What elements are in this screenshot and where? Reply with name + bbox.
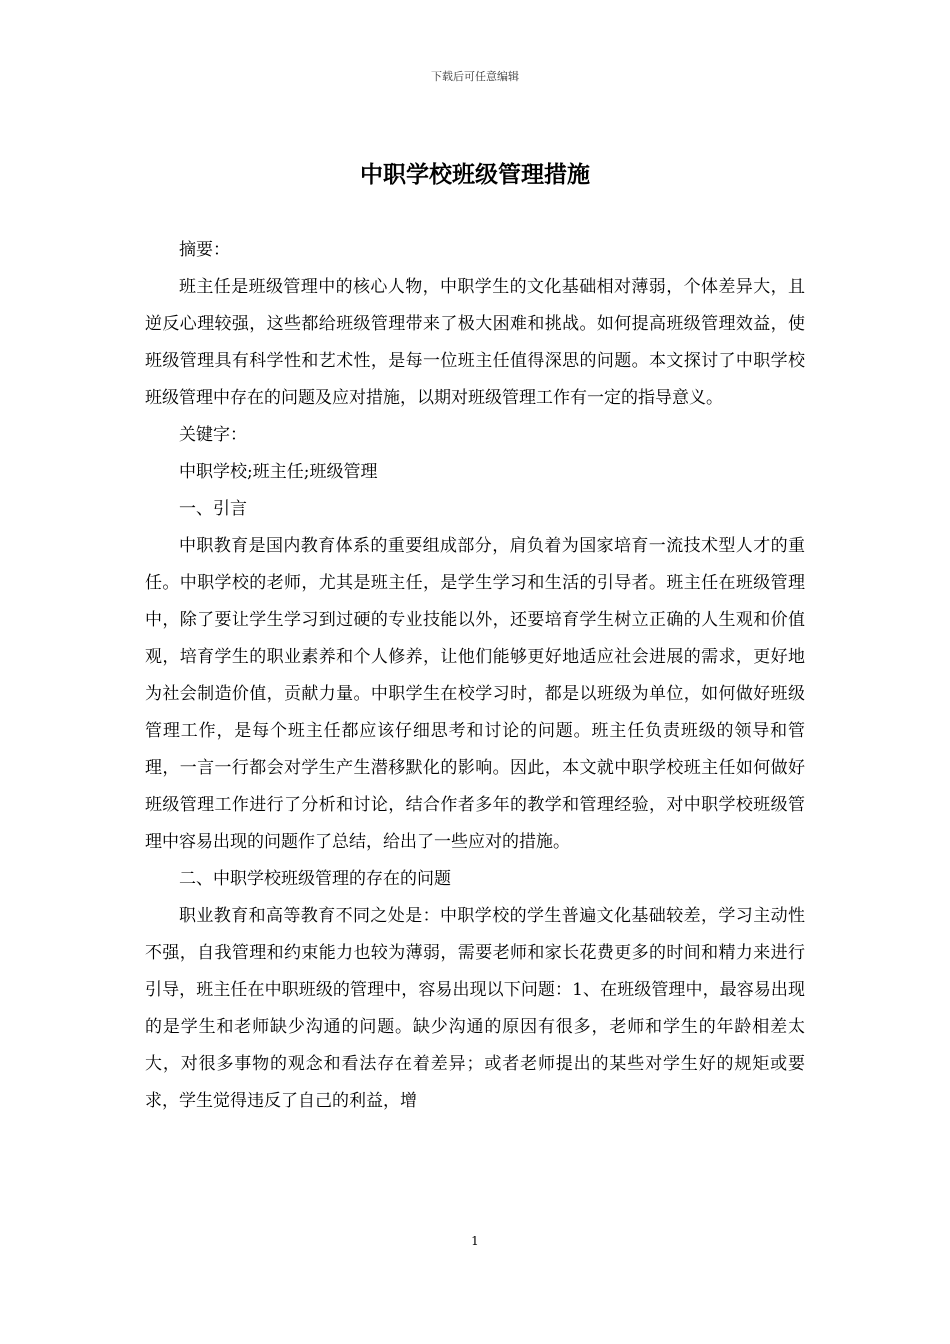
abstract-paragraph: 班主任是班级管理中的核心人物，中职学生的文化基础相对薄弱，个体差异大，且逆反心理较强，这些都给班级管理带来了极大困难和挑战。如何提高班级管理效益，使班级管理具有科学性和艺术性，是每一位班主任值得深思的问题。本文探讨了中职学校班级管理中存在的问题及应对措施，以期对班级管理工作有一定的指导意义。 — [145, 277, 805, 408]
page-header: 下载后可任意编辑 — [431, 70, 519, 83]
section-heading-introduction: 一、引言 — [179, 499, 247, 519]
section-heading-problems: 二、中职学校班级管理的存在的问题 — [179, 869, 451, 889]
keywords-text: 中职学校;班主任;班级管理 — [179, 462, 378, 482]
page-number: 1 — [471, 1234, 479, 1248]
introduction-paragraph: 中职教育是国内教育体系的重要组成部分，肩负着为国家培育一流技术型人才的重任。中职学校的老师，尤其是班主任，是学生学习和生活的引导者。班主任在班级管理中，除了要让学生学习到过硬的专业技能以外，还要培育学生树立正确的人生观和价值观，培育学生的职业素养和个人修养，让他们能够更好地适应社会进展的需求，更好地为社会制造价值，贡献力量。中职学生在校学习时，都是以班级为单位，如何做好班级管理工作，是每个班主任都应该仔细思考和讨论的问题。班主任负责班级的领导和管理，一言一行都会对学生产生潜移默化的影响。因此，本文就中职学校班主任如何做好班级管理工作进行了分析和讨论，结合作者多年的教学和管理经验，对中职学校班级管理中容易出现的问题作了总结，给出了一些应对的措施。 — [145, 536, 805, 852]
document-body — [145, 232, 805, 1120]
document-title: 中职学校班级管理措施 — [360, 162, 590, 188]
keywords-label: 关键字： — [179, 425, 247, 445]
problems-paragraph: 职业教育和高等教育不同之处是：中职学校的学生普遍文化基础较差，学习主动性不强，自我管理和约束能力也较为薄弱，需要老师和家长花费更多的时间和精力来进行引导，班主任在中职班级的管理中，容易出现以下问题：1、在班级管理中，最容易出现的是学生和老师缺少沟通的问题。缺少沟通的原因有很多，老师和学生的年龄相差太大，对很多事物的观念和看法存在着差异；或者老师提出的某些对学生好的规矩或要求，学生觉得违反了自己的利益，增 — [145, 906, 805, 1111]
abstract-label: 摘要： — [179, 240, 230, 260]
